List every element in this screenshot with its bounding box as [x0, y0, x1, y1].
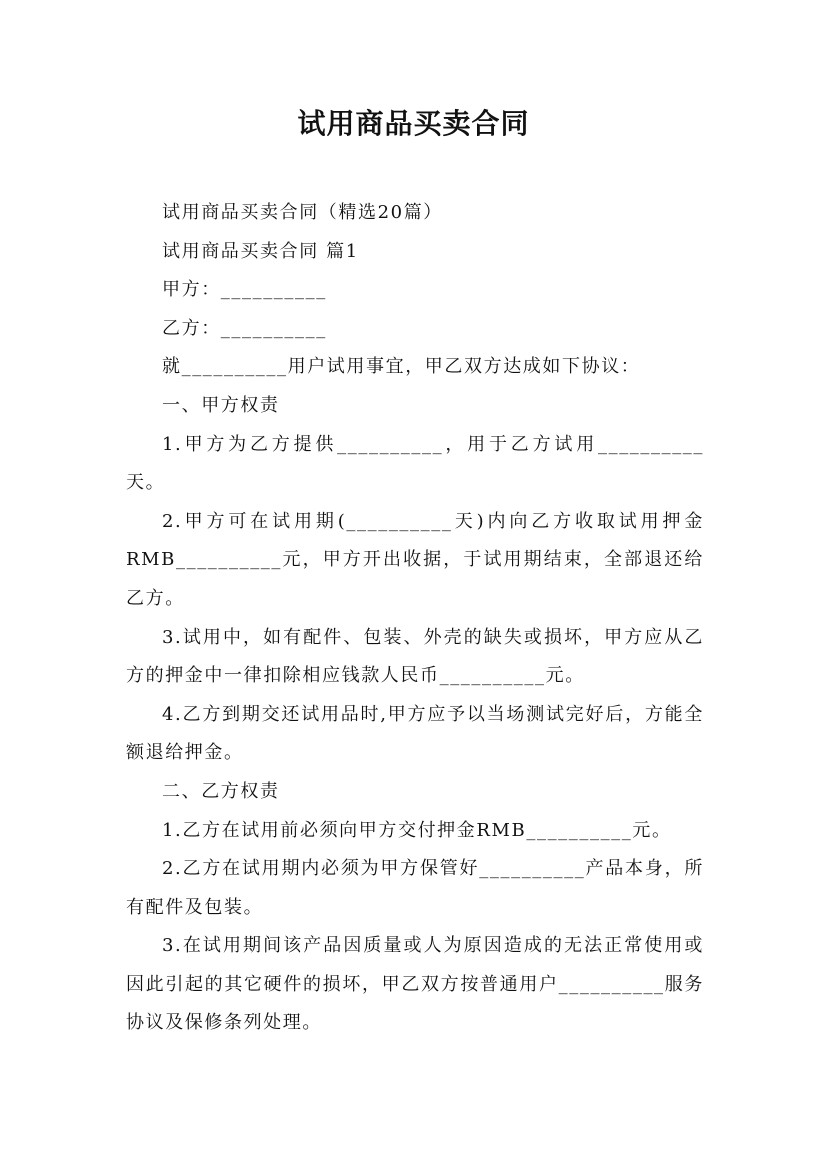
paragraph: 4.乙方到期交还试用品时,甲方应予以当场测试完好后，方能全额退给押金。: [126, 703, 704, 764]
document-title: 试用商品买卖合同: [297, 107, 530, 140]
paragraph: 1.甲方为乙方提供__________，用于乙方试用__________天。: [126, 433, 704, 494]
paragraph: 试用商品买卖合同（精选20篇）: [162, 202, 443, 223]
paragraph: 1.乙方在试用前必须向甲方交付押金RMB__________元。: [162, 819, 672, 841]
paragraph: 2.甲方可在试用期(__________天)内向乙方收取试用押金RMB__________元，甲方开出收据，于试用期结束，全部退还给乙方。: [126, 510, 704, 609]
section-heading: 二、乙方权责: [162, 780, 280, 802]
paragraph: 就__________用户试用事宜，甲乙双方达成如下协议：: [162, 356, 641, 378]
paragraph: 甲方：__________: [162, 279, 327, 301]
section-heading: 一、甲方权责: [162, 394, 280, 416]
paragraph: 试用商品买卖合同 篇1: [162, 240, 359, 262]
paragraph: 3.试用中，如有配件、包装、外壳的缺失或损坏，甲方应从乙方的押金中一律扣除相应钱款人民币__________元。: [126, 626, 704, 687]
paragraph: 乙方：__________: [162, 317, 327, 339]
document-body: [126, 194, 704, 1043]
paragraph: 3.在试用期间该产品因质量或人为原因造成的无法正常使用或因此引起的其它硬件的损坏，甲乙双方按普通用户__________服务协议及保修条列处理。: [126, 935, 704, 1034]
paragraph: 2.乙方在试用期内必须为甲方保管好__________产品本身，所有配件及包装。: [126, 858, 704, 918]
